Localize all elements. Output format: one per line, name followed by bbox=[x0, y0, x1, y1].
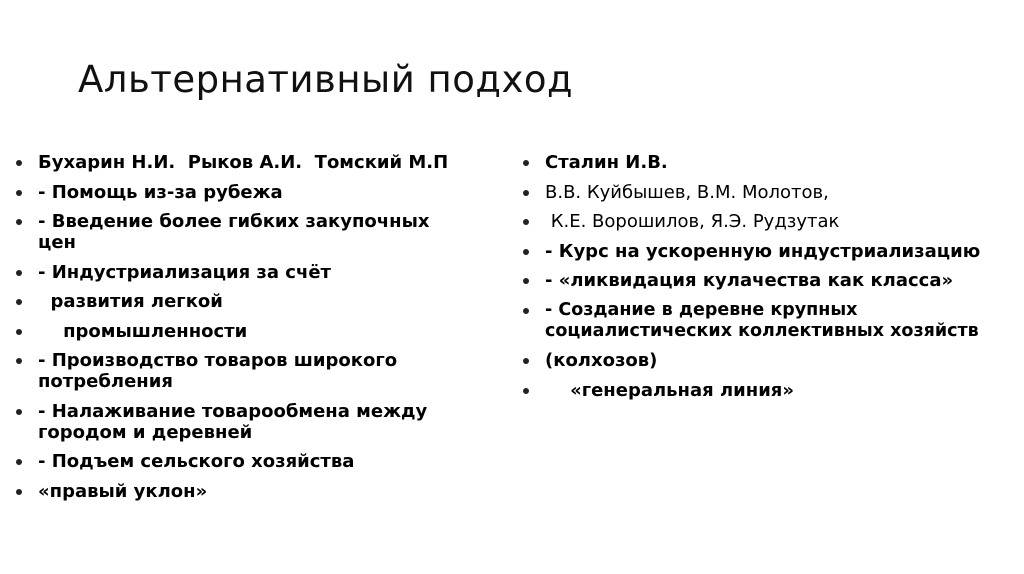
list-item bbox=[16, 321, 496, 342]
list-item bbox=[16, 350, 496, 392]
list-item bbox=[523, 300, 1023, 342]
item-text: (колхозов) bbox=[545, 350, 658, 371]
item-text: развития легкой bbox=[38, 291, 223, 312]
item-text-line: цен bbox=[38, 232, 76, 253]
item-text: - «ликвидация кулачества как класса» bbox=[545, 270, 954, 291]
item-text: Бухарин Н.И. Рыков А.И. Томский М.П bbox=[38, 152, 449, 173]
bullet-icon bbox=[16, 270, 22, 276]
list-item bbox=[16, 182, 496, 203]
list-item bbox=[523, 182, 1023, 203]
list-item bbox=[16, 211, 496, 253]
item-text: промышленности bbox=[38, 320, 248, 342]
item-text: - Помощь из-за рубежа bbox=[38, 181, 283, 203]
left-bullet-list bbox=[16, 152, 496, 510]
bullet-icon bbox=[16, 190, 22, 196]
bullet-icon bbox=[16, 489, 22, 495]
bullet-icon bbox=[16, 329, 22, 335]
bullet-icon bbox=[523, 249, 529, 255]
bullet-icon bbox=[523, 160, 529, 166]
list-item bbox=[16, 401, 496, 443]
bullet-icon bbox=[523, 190, 529, 196]
list-item bbox=[523, 380, 1023, 401]
item-text-line: социалистических коллективных хозяйств bbox=[545, 320, 979, 341]
list-item bbox=[523, 152, 1023, 173]
item-text: «правый уклон» bbox=[38, 480, 208, 502]
item-text: - Индустриализация за счёт bbox=[38, 261, 331, 283]
item-text: К.Е. Ворошилов, Я.Э. Рудзутак bbox=[545, 211, 840, 232]
bullet-icon bbox=[523, 308, 529, 314]
list-item bbox=[16, 481, 496, 502]
item-text: - Курс на ускоренную индустриализацию bbox=[545, 240, 981, 262]
bullet-icon bbox=[16, 299, 22, 305]
item-text: В.В. Куйбышев, В.М. Молотов, bbox=[545, 181, 829, 203]
item-text: - Подъем сельского хозяйства bbox=[38, 451, 355, 472]
item-text-line: потребления bbox=[38, 371, 173, 392]
right-bullet-list bbox=[523, 152, 1023, 409]
bullet-icon bbox=[523, 219, 529, 225]
item-text: Сталин И.В. bbox=[545, 152, 668, 173]
list-item bbox=[16, 152, 496, 173]
list-item bbox=[16, 262, 496, 283]
bullet-icon bbox=[16, 160, 22, 166]
item-text-line: - Введение более гибких закупочных bbox=[38, 211, 430, 232]
item-text: «генеральная линия» bbox=[545, 379, 794, 401]
bullet-icon bbox=[16, 219, 22, 225]
list-item bbox=[523, 211, 1023, 232]
item-text-line: - Налаживание товарообмена между bbox=[38, 400, 428, 422]
bullet-icon bbox=[16, 409, 22, 415]
item-text-line: - Создание в деревне крупных bbox=[545, 299, 858, 320]
item-text-line: городом и деревней bbox=[38, 421, 253, 443]
bullet-icon bbox=[16, 358, 22, 364]
bullet-icon bbox=[16, 459, 22, 465]
list-item bbox=[16, 291, 496, 312]
bullet-icon bbox=[523, 278, 529, 284]
list-item bbox=[16, 451, 496, 472]
list-item bbox=[523, 270, 1023, 291]
slide-title: Альтернативный подход bbox=[78, 58, 574, 101]
bullet-icon bbox=[523, 358, 529, 364]
bullet-icon bbox=[523, 388, 529, 394]
list-item bbox=[523, 241, 1023, 262]
item-text-line: - Производство товаров широкого bbox=[38, 350, 398, 371]
list-item bbox=[523, 350, 1023, 371]
